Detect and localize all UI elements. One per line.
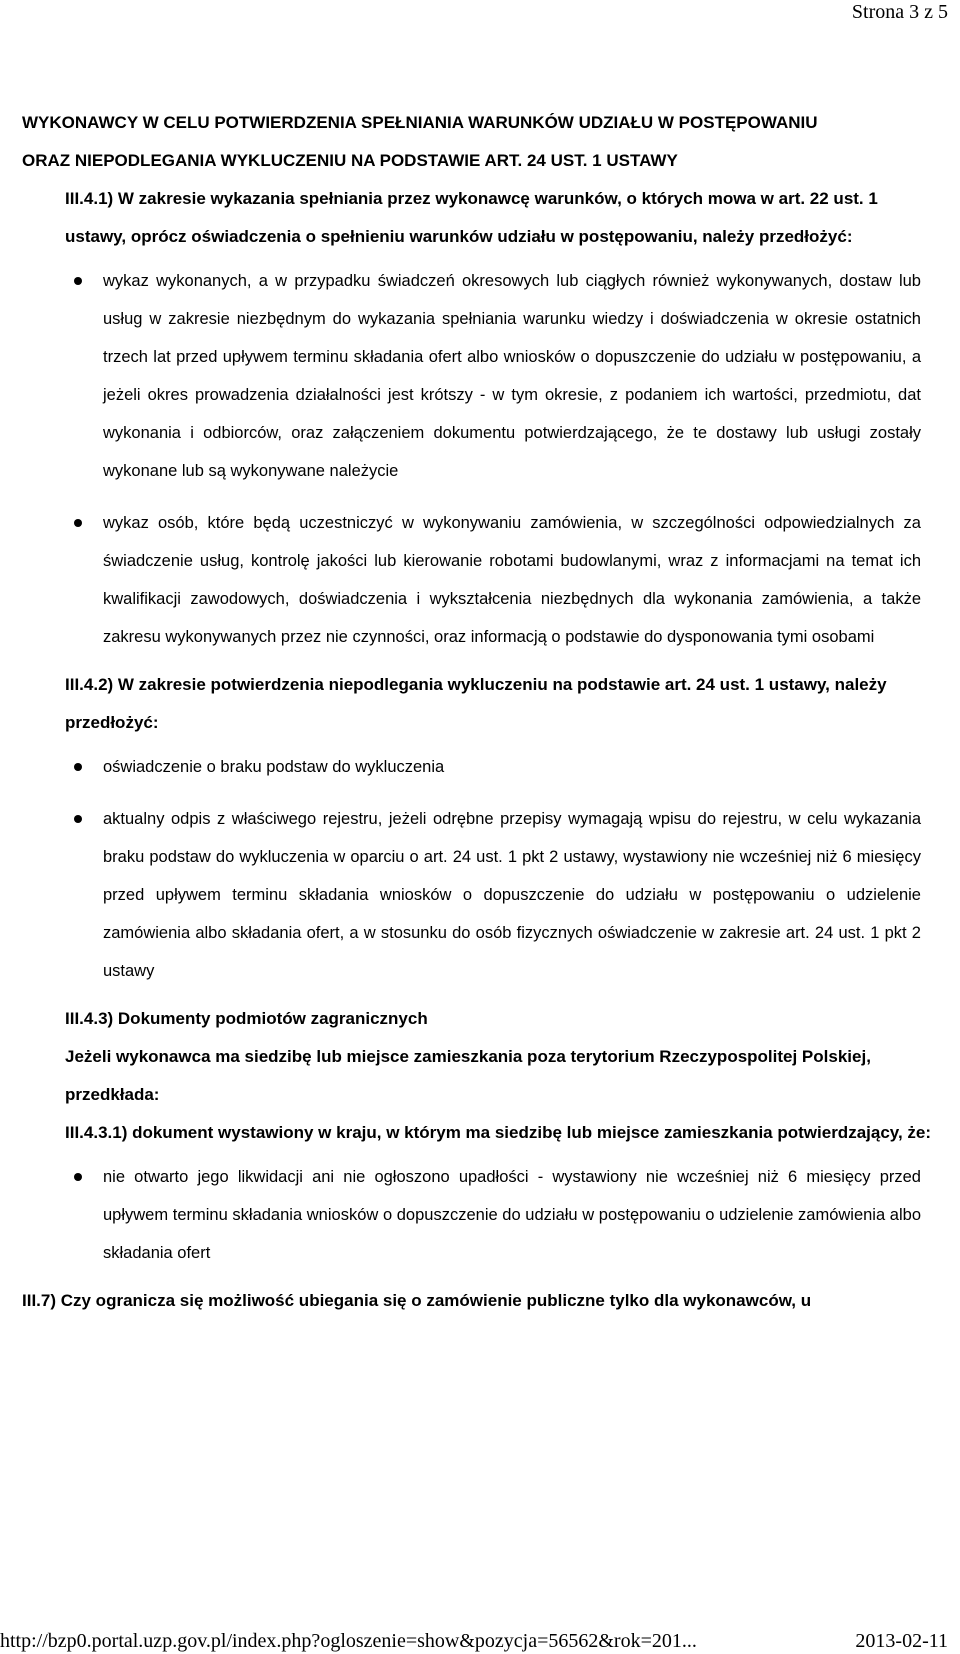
section-3-4-1-list [0,262,960,656]
section-3-4-3-subheading: Jeżeli wykonawca ma siedzibę lub miejsce zamieszkania poza terytorium Rzeczypospolitej Polskiej, przedkłada: [65,1047,871,1104]
section-3-4-3-1-list [0,1158,960,1272]
list-item [103,800,921,990]
document-body [0,104,960,1320]
bullet-icon [74,1173,82,1181]
section-3-7-heading: III.7) Czy ogranicza się możliwość ubiegania się o zamówienie publiczne tylko dla wykonawców, u [22,1291,812,1310]
footer-date: 2013-02-11 [855,1630,948,1652]
section-heading-line-2: ORAZ NIEPODLEGANIA WYKLUCZENIU NA PODSTAWIE ART. 24 UST. 1 USTAWY [22,151,678,170]
list-item-text: oświadczenie o braku podstaw do wykluczenia [103,758,445,776]
section-3-4-3-heading: III.4.3) Dokumenty podmiotów zagranicznych [65,1009,428,1028]
section-3-4-2-list [0,748,960,990]
bullet-icon [74,815,82,823]
bullet-icon [74,763,82,771]
list-item [103,262,921,490]
list-item-text: aktualny odpis z właściwego rejestru, jeżeli odrębne przepisy wymagają wpisu do rejestru, w celu wykazania braku podstaw do wykluczenia w oparciu o art. 24 ust. 1 pkt 2 ustawy, wystawiony nie wcześniej niż 6 miesięcy przed upływem terminu składania wniosków o dopuszczenie do udziału w postępowaniu o udzielenie zamówienia albo składania ofert, a w stosunku do osób fizycznych oświadczenie w zakresie art. 24 ust. 1 pkt 2 ustawy [103,810,921,980]
list-item [103,504,921,656]
list-item-text: nie otwarto jego likwidacji ani nie ogłoszono upadłości - wystawiony nie wcześniej niż 6 miesięcy przed upływem terminu składania wniosków o dopuszczenie do udziału w postępowaniu o udzielenie zamówienia albo składania ofert [103,1168,921,1262]
section-3-4-3-1-heading: III.4.3.1) dokument wystawiony w kraju, w którym ma siedzibę lub miejsce zamieszkania potwierdzający, że: [65,1123,932,1142]
section-heading [22,104,942,180]
section-3-4-2-heading: III.4.2) W zakresie potwierdzenia niepodlegania wykluczeniu na podstawie art. 24 ust. 1 ustawy, należy przedłożyć: [65,675,887,732]
page-footer [0,1628,960,1654]
list-item-text: wykaz osób, które będą uczestniczyć w wykonywaniu zamówienia, w szczególności odpowiedzialnych za świadczenie usług, kontrolę jakości lub kierowanie robotami budowlanymi, wraz z informacjami na temat ich kwalifikacji zawodowych, doświadczenia i wykształcenia niezbędnych dla wykonania zamówienia, a także zakresu wykonywanych przez nie czynności, oraz informacją o podstawie do dysponowania tymi osobami [103,514,921,646]
section-3-4-1-heading: III.4.1) W zakresie wykazania spełniania przez wykonawcę warunków, o których mowa w art. 22 ust. 1 ustawy, oprócz oświadczenia o spełnieniu warunków udziału w postępowaniu, należy przedłożyć: [65,189,878,246]
page-number: Strona 3 z 5 [851,1,948,23]
list-item [103,748,921,786]
list-item [103,1158,921,1272]
list-item-text: wykaz wykonanych, a w przypadku świadczeń okresowych lub ciągłych również wykonywanych, dostaw lub usług w zakresie niezbędnym do wykazania spełniania warunku wiedzy i doświadczenia w okresie ostatnich trzech lat przed upływem terminu składania ofert albo wniosków o dopuszczenie do udziału w postępowaniu, a jeżeli okres prowadzenia działalności jest krótszy - w tym okresie, z podaniem ich wartości, przedmiotu, dat wykonania i odbiorców, oraz załączeniem dokumentu potwierdzającego, że te dostawy lub usługi zostały wykonane lub są wykonywane należycie [103,272,921,480]
bullet-icon [74,519,82,527]
footer-url: http://bzp0.portal.uzp.gov.pl/index.php?ogloszenie=show&pozycja=56562&rok=201... [0,1630,697,1652]
section-heading-line-1: WYKONAWCY W CELU POTWIERDZENIA SPEŁNIANIA WARUNKÓW UDZIAŁU W POSTĘPOWANIU [22,113,818,132]
bullet-icon [74,277,82,285]
